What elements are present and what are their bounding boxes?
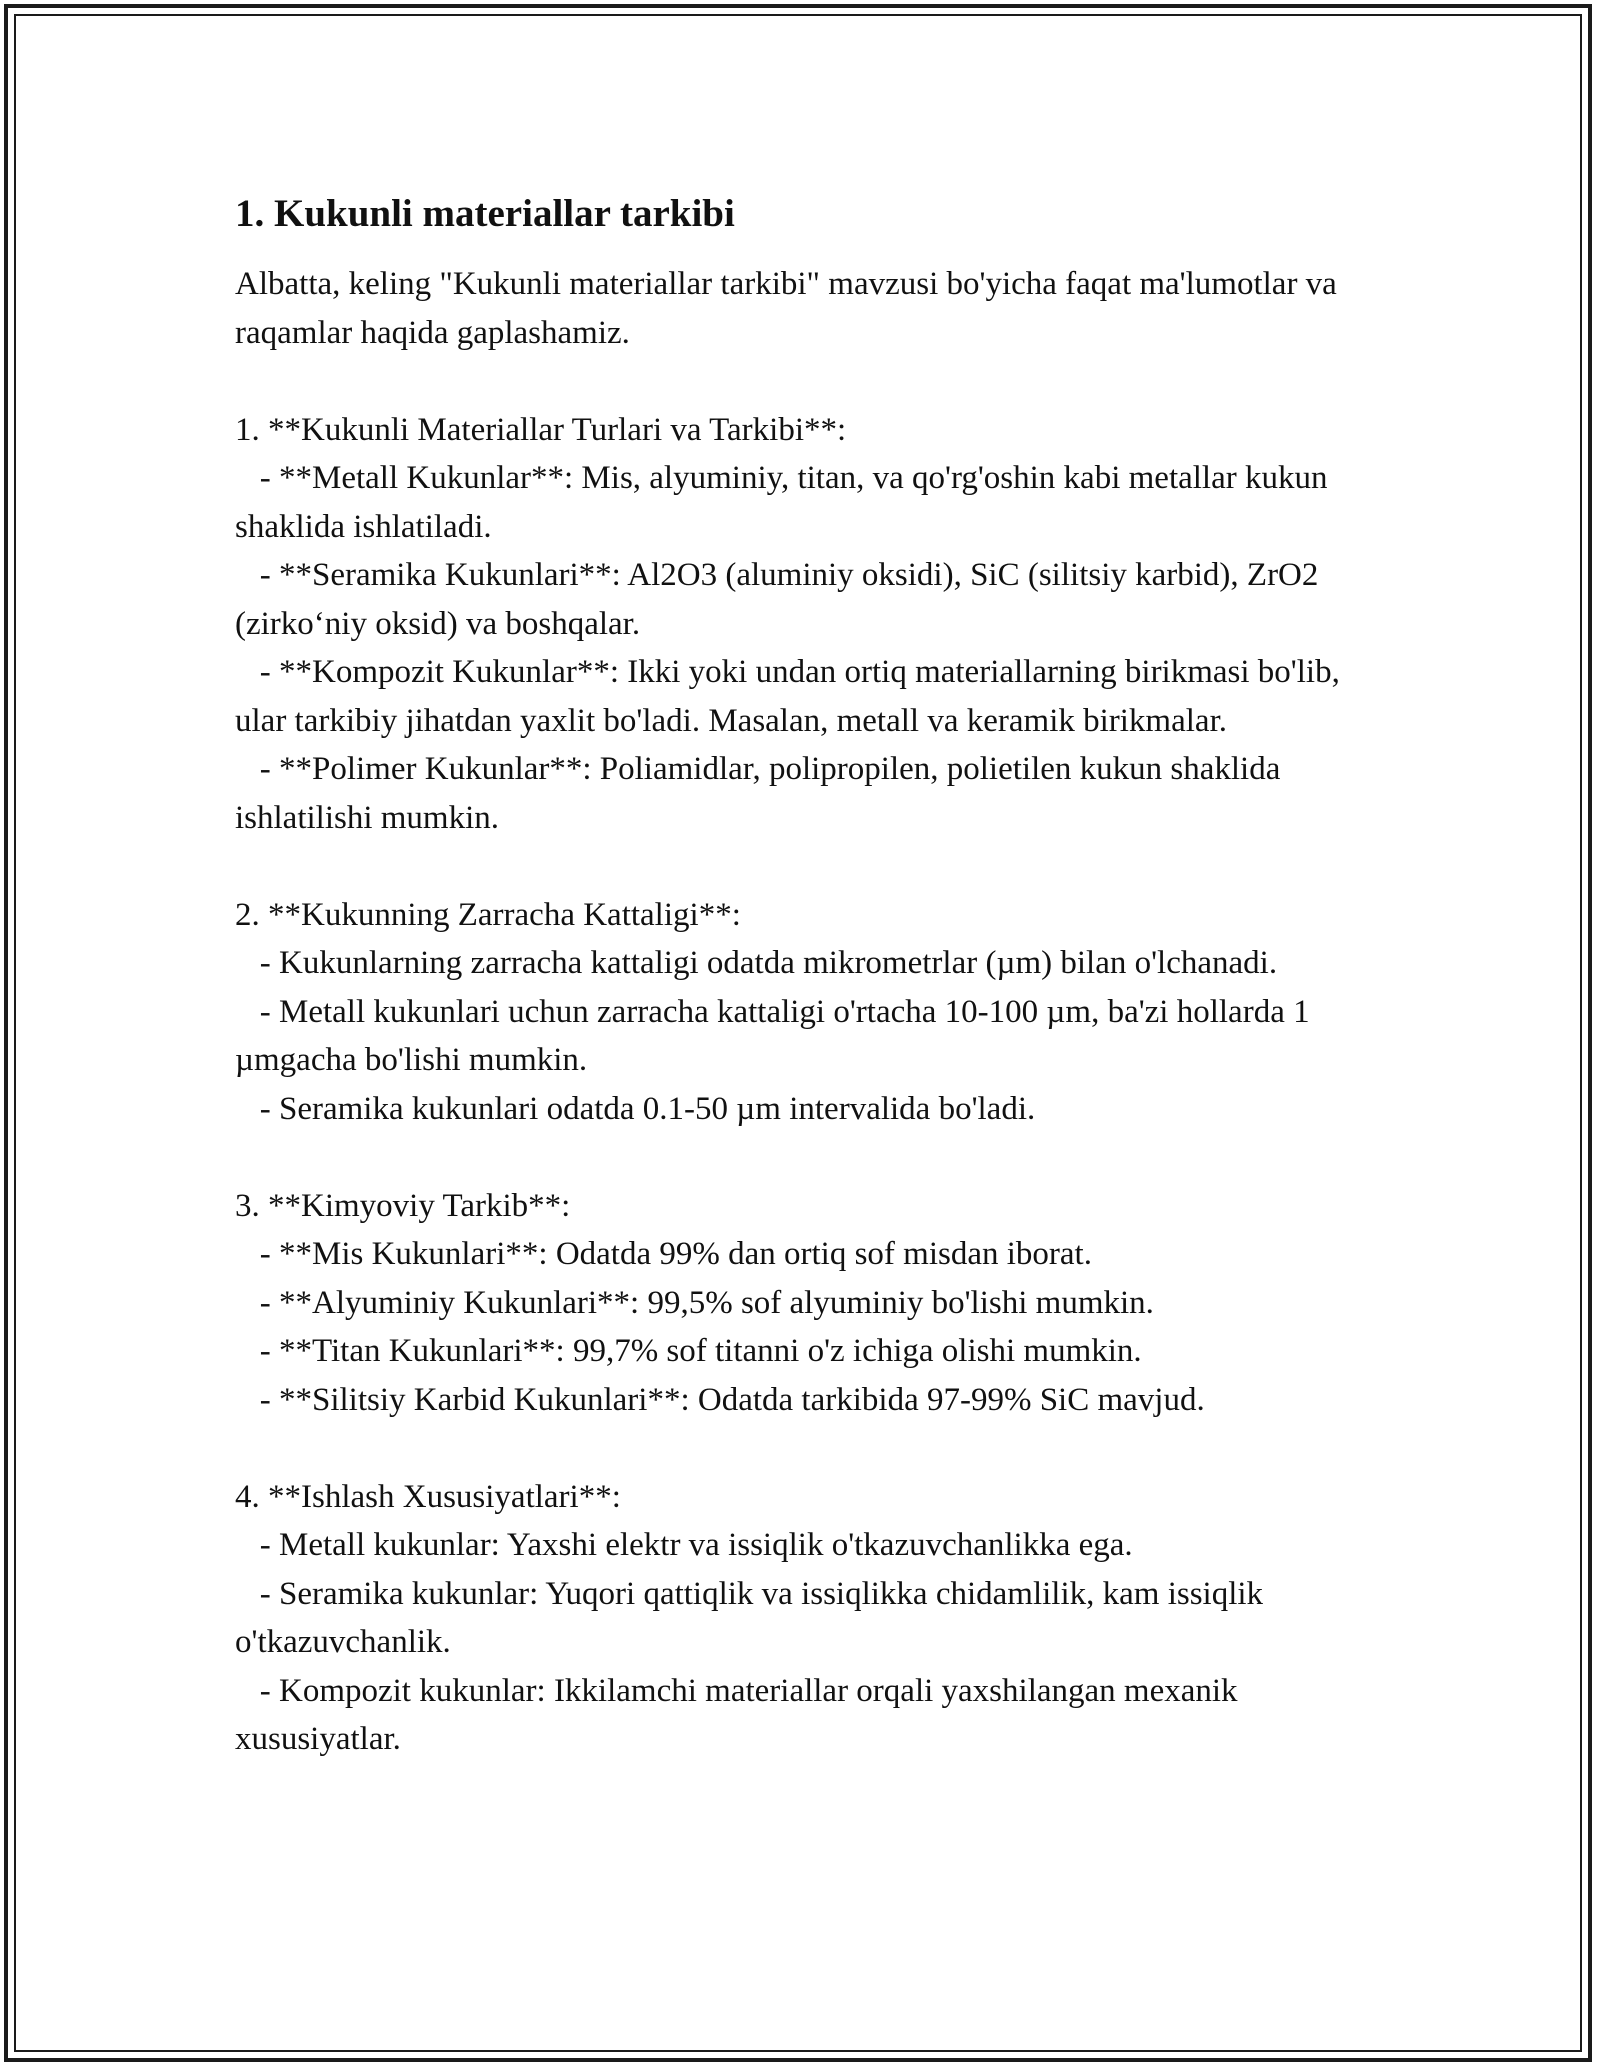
section-title: 1. **Kukunli Materiallar Turlari va Tarkibi**: — [235, 411, 847, 448]
list-item: - **Mis Kukunlari**: Odatda 99% dan ortiq sof misdan iborat. — [235, 1236, 1092, 1272]
section-title: 4. **Ishlash Xususiyatlari**: — [235, 1478, 621, 1515]
list-item: - Seramika kukunlari odatda 0.1-50 µm intervalida bo'ladi. — [235, 1090, 1036, 1127]
list-item: - **Kompozit Kukunlar**: Ikki yoki undan ortiq materiallarning birikmasi bo'lib, ular tarkibiy jihatdan yaxlit bo'ladi. Masalan, metall va keramik birikmalar. — [235, 654, 1349, 739]
document-body — [235, 188, 1385, 1812]
list-item: - Metall kukunlari uchun zarracha kattaligi o'rtacha 10-100 µm, ba'zi hollarda 1 µmgacha bo'lishi mumkin. — [235, 993, 1318, 1078]
list-item: - **Polimer Kukunlar**: Poliamidlar, polipropilen, polietilen kukun shaklida ishlatilishi mumkin. — [235, 751, 1289, 836]
list-item: - Kukunlarning zarracha kattaligi odatda mikrometrlar (µm) bilan o'lchanadi. — [235, 945, 1278, 981]
section-particle-size — [235, 891, 1385, 1134]
list-item: - **Silitsiy Karbid Kukunlari**: Odatda tarkibida 97-99% SiC mavjud. — [235, 1381, 1205, 1418]
section-properties — [235, 1473, 1385, 1764]
list-item: - **Seramika Kukunlari**: Al2O3 (aluminiy oksidi), SiC (silitsiy karbid), ZrO2 (zirkoʻniy oksid) va boshqalar. — [235, 557, 1327, 642]
intro-paragraph: Albatta, keling "Kukunli materiallar tarkibi" mavzusi bo'yicha faqat ma'lumotlar va raqamlar haqida gaplashamiz. — [235, 266, 1337, 351]
list-item: - **Metall Kukunlar**: Mis, alyuminiy, titan, va qo'rg'oshin kabi metallar kukun shaklida ishlatiladi. — [235, 460, 1336, 545]
section-chemical-composition — [235, 1182, 1385, 1425]
list-item: - **Alyuminiy Kukunlari**: 99,5% sof alyuminiy bo'lishi mumkin. — [235, 1284, 1154, 1321]
document-heading: 1. Kukunli materiallar tarkibi — [235, 192, 735, 235]
section-title: 3. **Kimyoviy Tarkib**: — [235, 1187, 571, 1224]
list-item: - Seramika kukunlar: Yuqori qattiqlik va issiqlikka chidamlilik, kam issiqlik o'tkazuvchanlik. — [235, 1575, 1272, 1660]
section-types — [235, 406, 1385, 843]
list-item: - Metall kukunlar: Yaxshi elektr va issiqlik o'tkazuvchanlikka ega. — [235, 1527, 1133, 1563]
list-item: - **Titan Kukunlari**: 99,7% sof titanni o'z ichiga olishi mumkin. — [235, 1333, 1142, 1369]
section-title: 2. **Kukunning Zarracha Kattaligi**: — [235, 896, 741, 933]
list-item: - Kompozit kukunlar: Ikkilamchi materiallar orqali yaxshilangan mexanik xususiyatlar. — [235, 1672, 1246, 1757]
